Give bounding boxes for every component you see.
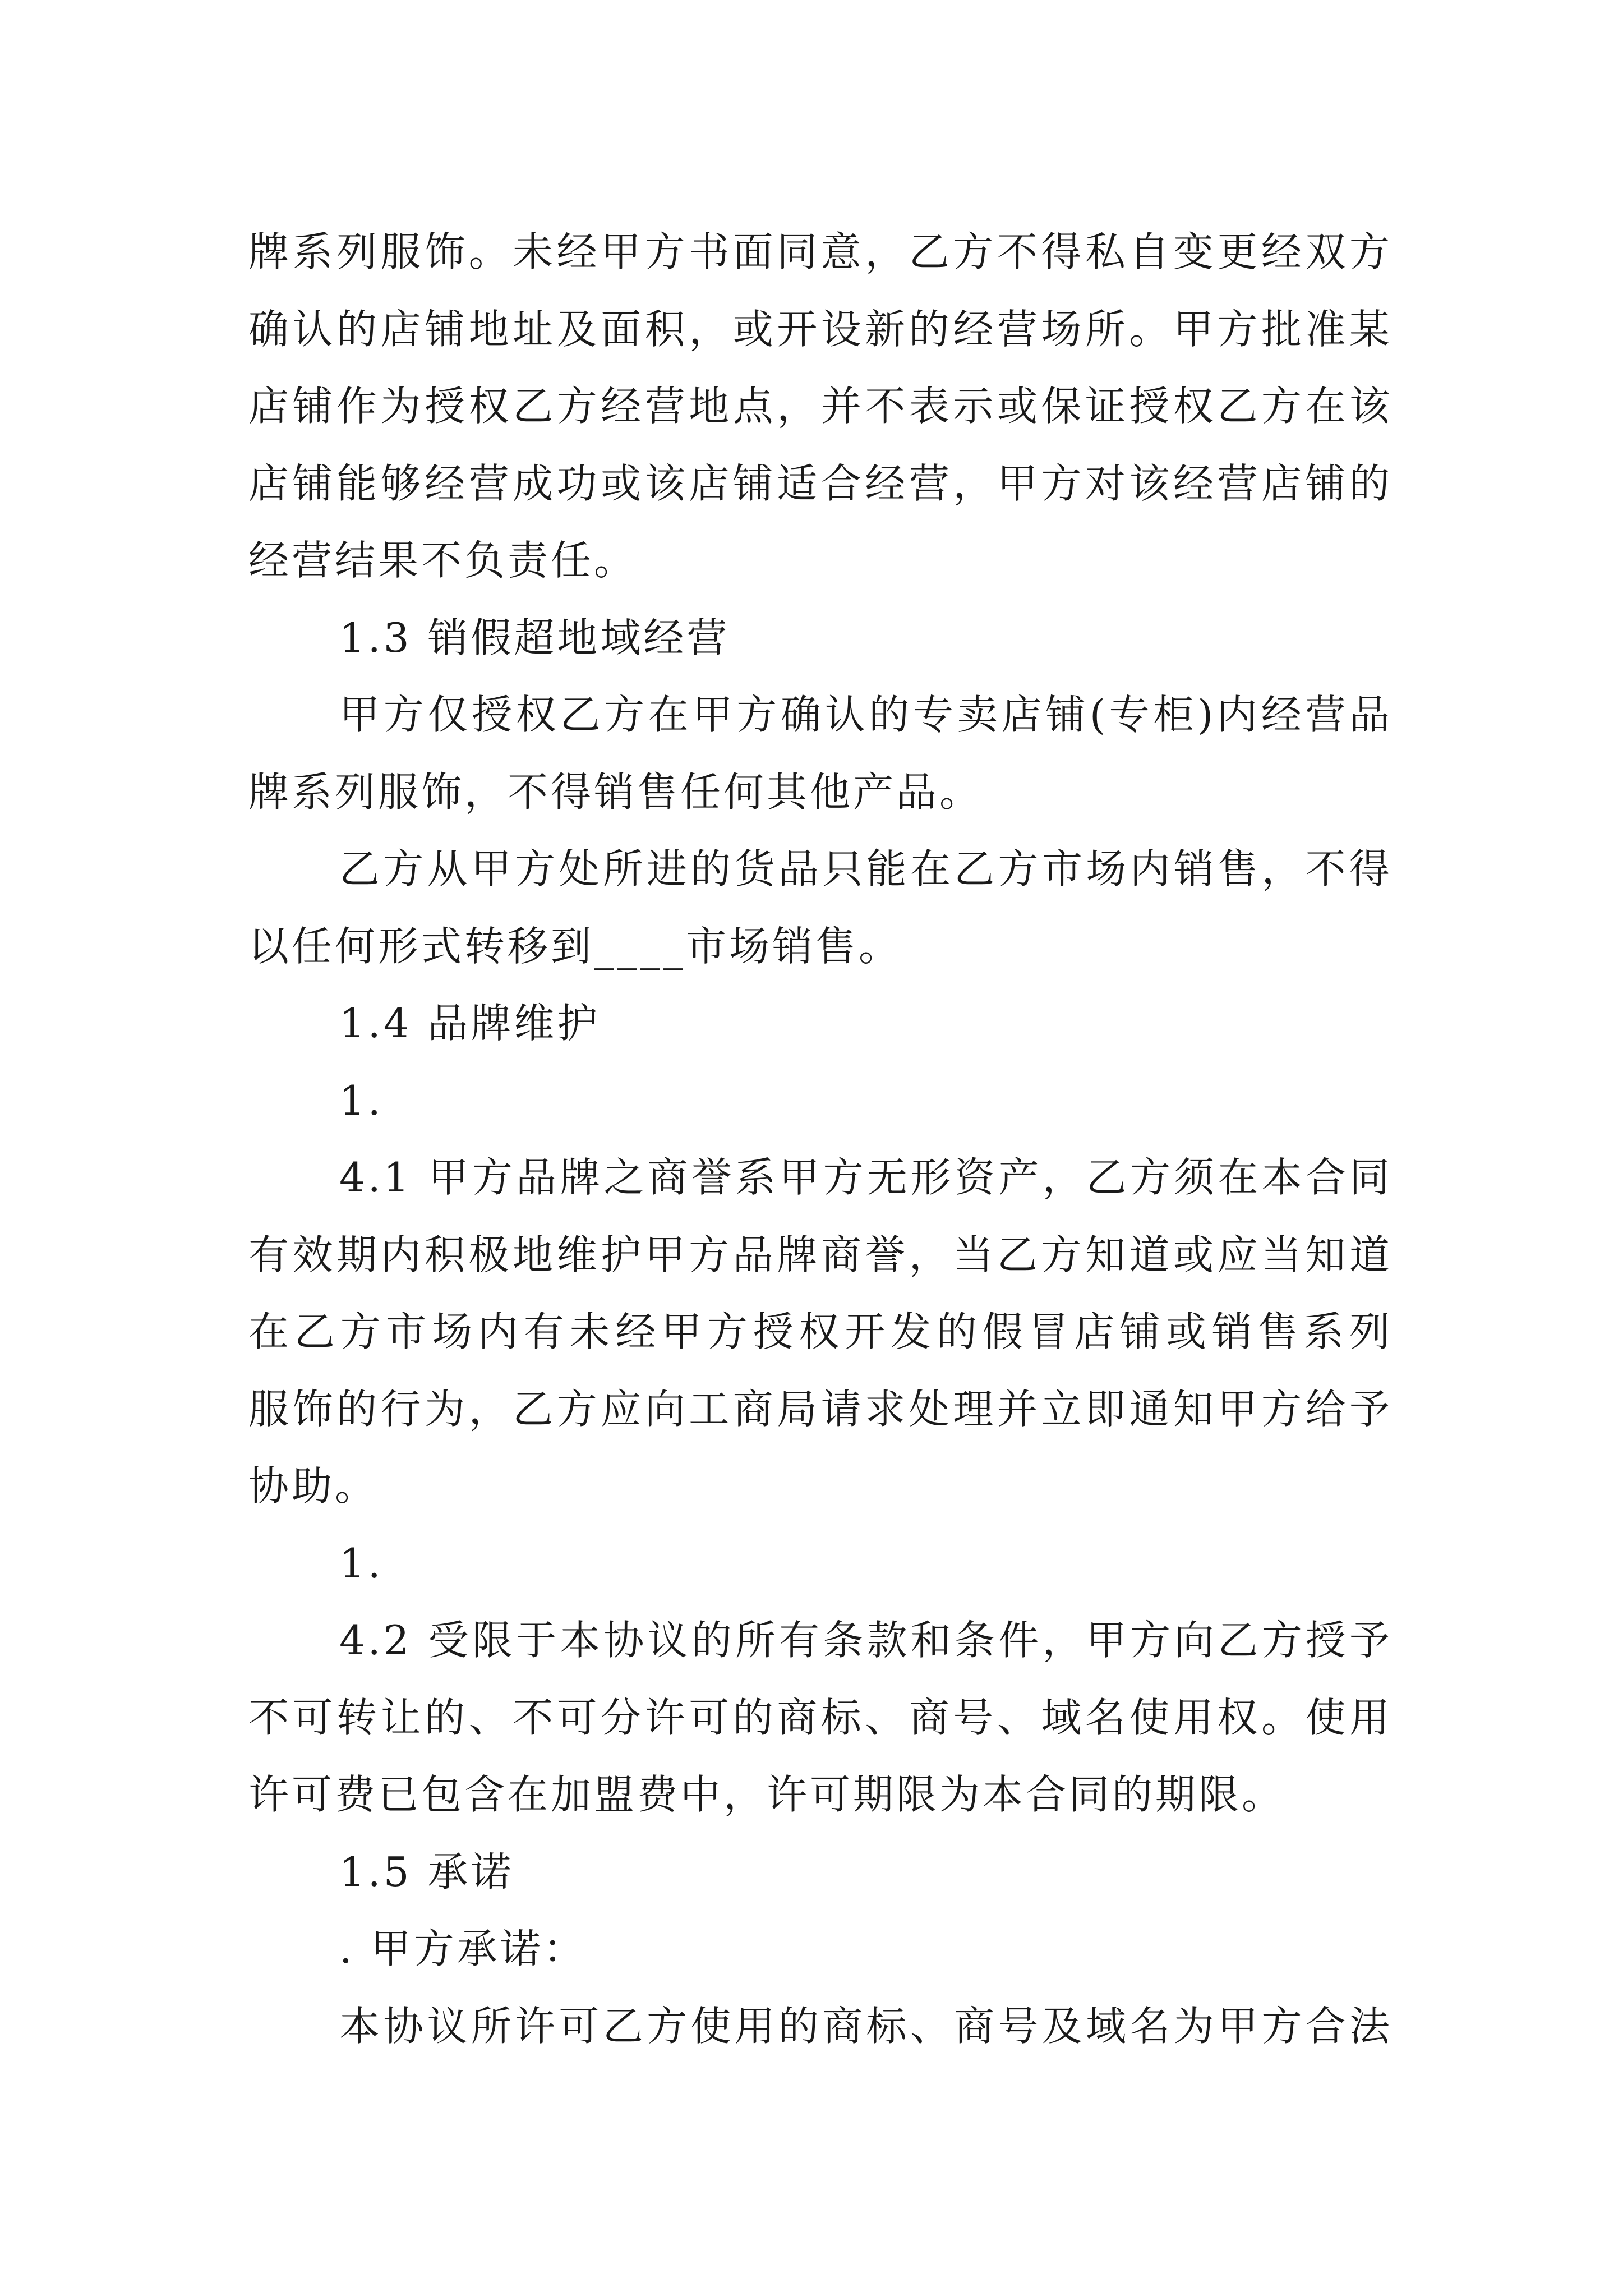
paragraph-line: 牌系列服饰。未经甲方书面同意，乙方不得私自变更经双方 <box>248 228 1393 275</box>
document-body <box>248 214 1393 2065</box>
paragraph-line: 不可转让的、不可分许可的商标、商号、域名使用权。使用 <box>248 1694 1393 1741</box>
section-heading-1-5: 1.5 承诺 <box>339 1848 514 1895</box>
paragraph-line: 有效期内积极地维护甲方品牌商誉，当乙方知道或应当知道 <box>248 1231 1393 1278</box>
paragraph-line: 1. <box>339 1539 384 1587</box>
paragraph-line: 协助。 <box>248 1462 379 1510</box>
paragraph-line: 4.1 甲方品牌之商誉系甲方无形资产，乙方须在本合同 <box>339 1154 1393 1201</box>
paragraph-line: 本协议所许可乙方使用的商标、商号及域名为甲方合法 <box>339 2002 1393 2050</box>
paragraph-line: 4.2 受限于本协议的所有条款和条件，甲方向乙方授予 <box>339 1617 1393 1664</box>
paragraph-line: 店铺作为授权乙方经营地点，并不表示或保证授权乙方在该 <box>248 383 1393 430</box>
paragraph-line: 1. <box>339 1076 384 1124</box>
section-heading-1-4: 1.4 品牌维护 <box>339 1000 601 1047</box>
paragraph-line: 以任何形式转移到____市场销售。 <box>248 922 902 970</box>
paragraph-line: 店铺能够经营成功或该店铺适合经营，甲方对该经营店铺的 <box>248 459 1393 507</box>
paragraph-line: 经营结果不负责任。 <box>248 537 638 584</box>
paragraph-line: 牌系列服饰，不得销售任何其他产品。 <box>248 768 983 816</box>
paragraph-line: 确认的店铺地址及面积，或开设新的经营场所。甲方批准某 <box>248 305 1393 353</box>
paragraph-line: 甲方仅授权乙方在甲方确认的专卖店铺(专柜)内经营品 <box>339 691 1393 738</box>
section-heading-1-3: 1.3 销假超地域经营 <box>339 614 730 661</box>
paragraph-line: . 甲方承诺： <box>339 1925 587 1972</box>
paragraph-line: 在乙方市场内有未经甲方授权开发的假冒店铺或销售系列 <box>248 1308 1393 1355</box>
paragraph-line: 服饰的行为，乙方应向工商局请求处理并立即通知甲方给予 <box>248 1385 1393 1433</box>
paragraph-line: 乙方从甲方处所进的货品只能在乙方市场内销售，不得 <box>339 845 1393 892</box>
paragraph-line: 许可费已包含在加盟费中，许可期限为本合同的期限。 <box>248 1771 1285 1818</box>
